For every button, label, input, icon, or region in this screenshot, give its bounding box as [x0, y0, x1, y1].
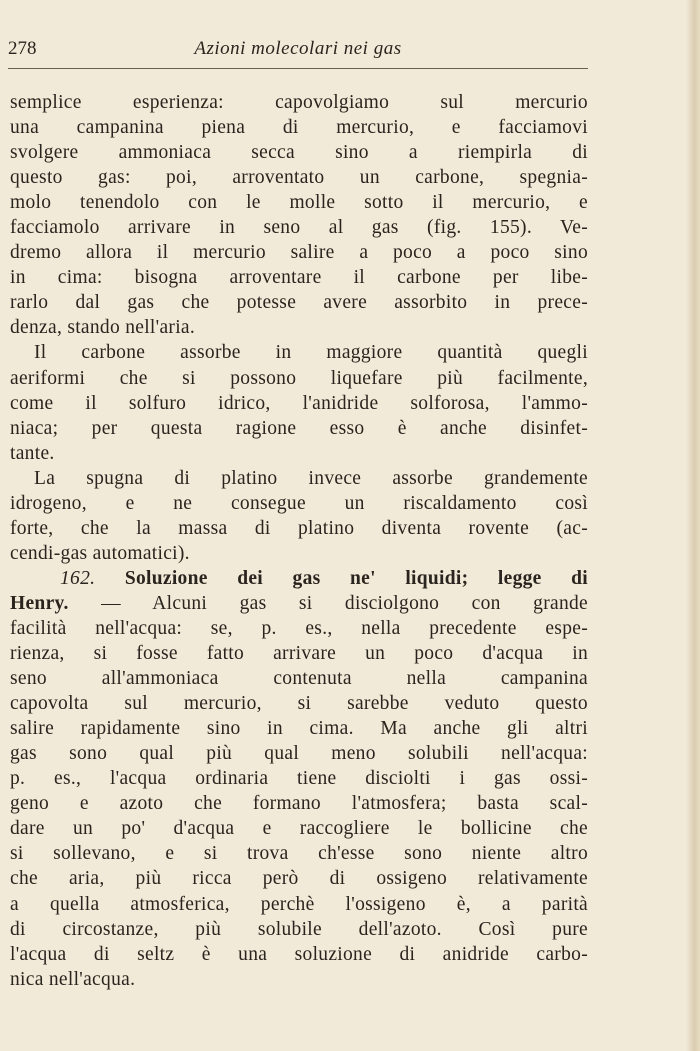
running-title: Azioni molecolari nei gas — [194, 38, 402, 59]
text-span: si sollevano, e si trova ch'esse sono niente altro — [10, 843, 588, 865]
text-line — [10, 766, 588, 791]
text-span: salire rapidamente sino in cima. Ma anche gli altri — [10, 718, 588, 740]
text-span: gas sono qual più qual meno solubili nell'acqua: — [10, 743, 588, 765]
text-span: capovolta sul mercurio, si sarebbe veduto questo — [10, 693, 588, 715]
text-span: rienza, si fosse fatto arrivare un poco d'acqua in — [10, 643, 588, 665]
text-line — [10, 866, 588, 891]
text-line — [10, 691, 588, 716]
text-line — [10, 366, 588, 391]
paragraph — [10, 466, 588, 566]
text-span: rarlo dal gas che potesse avere assorbito in prece- — [10, 292, 588, 314]
text-span: di circostanze, più solubile dell'azoto. Così pure — [10, 918, 588, 940]
page-edge-shadow — [686, 0, 700, 1051]
paragraph — [10, 90, 588, 340]
text-line — [10, 491, 588, 516]
text-line — [10, 441, 588, 466]
text-line — [10, 90, 588, 115]
text-line — [10, 290, 588, 315]
text-span: come il solfuro idrico, l'anidride solforosa, l'ammo- — [10, 392, 588, 414]
text-span: dare un po' d'acqua e raccogliere le bollicine che — [10, 818, 588, 840]
text-span: idrogeno, e ne consegue un riscaldamento così — [10, 492, 588, 514]
page-body — [10, 90, 588, 992]
text-span: semplice esperienza: capovolgiamo sul mercurio — [10, 92, 588, 113]
text-span: svolgere ammoniaca secca sino a riempirla di — [10, 142, 588, 164]
text-span: in cima: bisogna arroventare il carbone per libe- — [10, 267, 588, 289]
text-span: denza, stando nell'aria. — [10, 317, 196, 339]
text-line — [10, 942, 588, 967]
text-line — [10, 541, 588, 566]
text-span: forte, che la massa di platino diventa rovente (ac- — [10, 517, 588, 539]
text-line — [10, 240, 588, 265]
page-number: 278 — [8, 38, 37, 59]
text-line — [10, 315, 588, 340]
paragraph — [10, 340, 588, 465]
text-line — [10, 391, 588, 416]
text-span: l'acqua di seltz è una soluzione di anidride carbo- — [10, 943, 588, 965]
text-span: a quella atmosferica, perchè l'ossigeno è, a parità — [10, 893, 588, 915]
text-span: aeriformi che si possono liquefare più facilmente, — [10, 367, 588, 389]
text-span: La spugna di platino invece assorbe grandemente — [34, 467, 588, 489]
text-line — [10, 917, 588, 942]
text-span: p. es., l'acqua ordinaria tiene disciolti i gas ossi- — [10, 768, 588, 790]
text-line — [10, 566, 588, 591]
text-span: facilità nell'acqua: se, p. es., nella precedente espe- — [10, 617, 588, 639]
text-span: Il carbone assorbe in maggiore quantità quegli — [34, 342, 588, 364]
text-line — [10, 616, 588, 641]
text-span: che aria, più ricca però di ossigeno relativamente — [10, 868, 588, 890]
text-line — [10, 892, 588, 917]
text-line — [10, 641, 588, 666]
text-span: dremo allora il mercurio salire a poco a poco sino — [10, 242, 588, 264]
text-span: seno all'ammoniaca contenuta nella campanina — [10, 668, 588, 690]
text-line — [10, 165, 588, 190]
text-line — [10, 340, 588, 365]
bold-heading-text: Henry. — [10, 592, 69, 614]
section-number: 162. — [60, 567, 125, 589]
text-line — [10, 967, 588, 992]
text-line — [10, 716, 588, 741]
text-span: facciamolo arrivare in seno al gas (fig. 155). Ve- — [10, 217, 588, 239]
text-span: niaca; per questa ragione esso è anche disinfet- — [10, 417, 588, 439]
text-line — [10, 190, 588, 215]
text-span: nica nell'acqua. — [10, 968, 136, 990]
bold-heading-text: Soluzione dei gas ne' liquidi; legge di — [124, 567, 589, 589]
header-rule — [8, 68, 588, 69]
text-line — [10, 265, 588, 290]
text-line — [10, 816, 588, 841]
running-header — [8, 38, 588, 62]
text-line — [10, 466, 588, 491]
text-span: — Alcuni gas si disciolgono con grande — [68, 592, 588, 614]
text-span: una campanina piena di mercurio, e facciamovi — [10, 117, 588, 139]
text-span: molo tenendolo con le molle sotto il mercurio, e — [10, 192, 588, 214]
paragraph — [10, 566, 588, 992]
text-line — [10, 841, 588, 866]
text-line — [10, 791, 588, 816]
text-line — [10, 416, 588, 441]
text-span: geno e azoto che formano l'atmosfera; basta scal- — [10, 793, 588, 815]
text-span: questo gas: poi, arroventato un carbone, spegnia- — [10, 167, 588, 189]
text-line — [10, 516, 588, 541]
text-span: cendi-gas automatici). — [10, 542, 190, 564]
text-line — [10, 666, 588, 691]
text-line — [10, 215, 588, 240]
text-line — [10, 115, 588, 140]
text-line — [10, 741, 588, 766]
text-span: tante. — [10, 442, 55, 464]
text-line — [10, 140, 588, 165]
text-line — [10, 591, 588, 616]
